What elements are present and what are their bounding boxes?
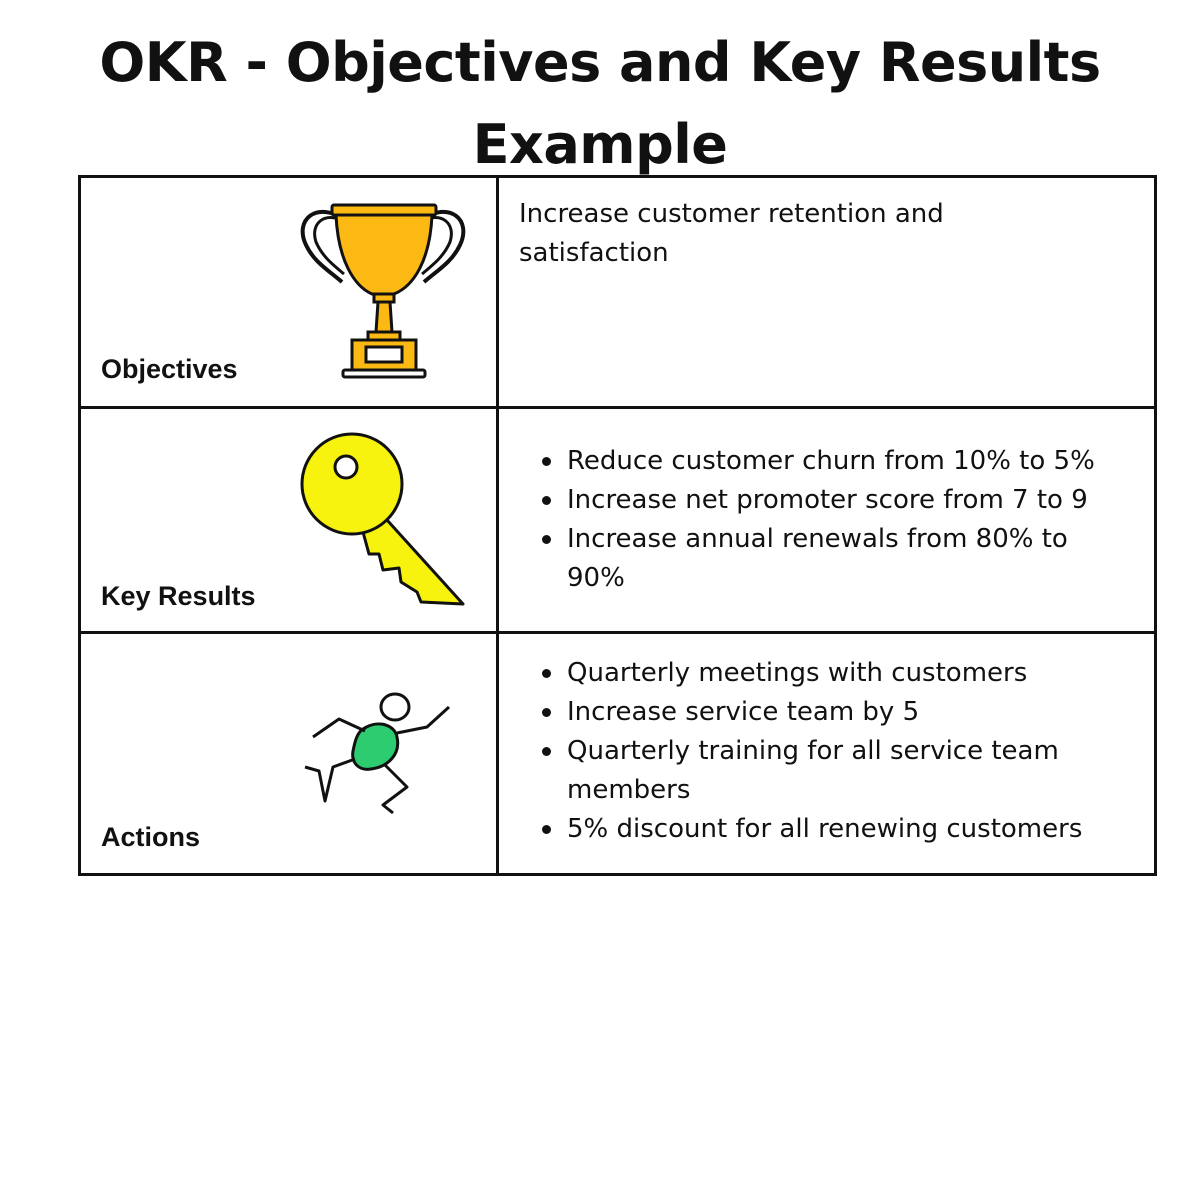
list-item: Quarterly training for all service team members	[519, 732, 1129, 810]
objectives-content-cell	[499, 178, 1154, 406]
objective-text: Increase customer retention and satisfaction	[519, 199, 944, 268]
key-results-content-cell	[499, 409, 1154, 631]
actions-list	[519, 654, 1129, 849]
list-item: 5% discount for all renewing customers	[519, 810, 1129, 849]
objectives-label-cell	[81, 178, 499, 406]
objectives-row	[81, 178, 1154, 409]
actions-label-cell	[81, 634, 499, 873]
list-item: Increase service team by 5	[519, 693, 1129, 732]
list-item: Quarterly meetings with customers	[519, 654, 1129, 693]
page-title: OKR - Objectives and Key Results Example	[99, 31, 1101, 176]
list-item: Increase net promoter score from 7 to 9	[519, 481, 1129, 520]
okr-table	[78, 175, 1157, 876]
running-person-icon	[303, 689, 453, 829]
trophy-icon	[296, 200, 468, 380]
objectives-label: Objectives	[101, 354, 238, 384]
key-results-list	[519, 442, 1129, 598]
key-results-row	[81, 409, 1154, 634]
actions-content-cell	[499, 634, 1154, 873]
list-item: Reduce customer churn from 10% to 5%	[519, 442, 1129, 481]
list-item: Increase annual renewals from 80% to 90%	[519, 520, 1129, 598]
actions-row	[81, 634, 1154, 873]
key-results-label-cell	[81, 409, 499, 631]
key-icon	[299, 430, 465, 610]
actions-label: Actions	[101, 822, 201, 852]
key-results-label: Key Results	[101, 581, 256, 611]
